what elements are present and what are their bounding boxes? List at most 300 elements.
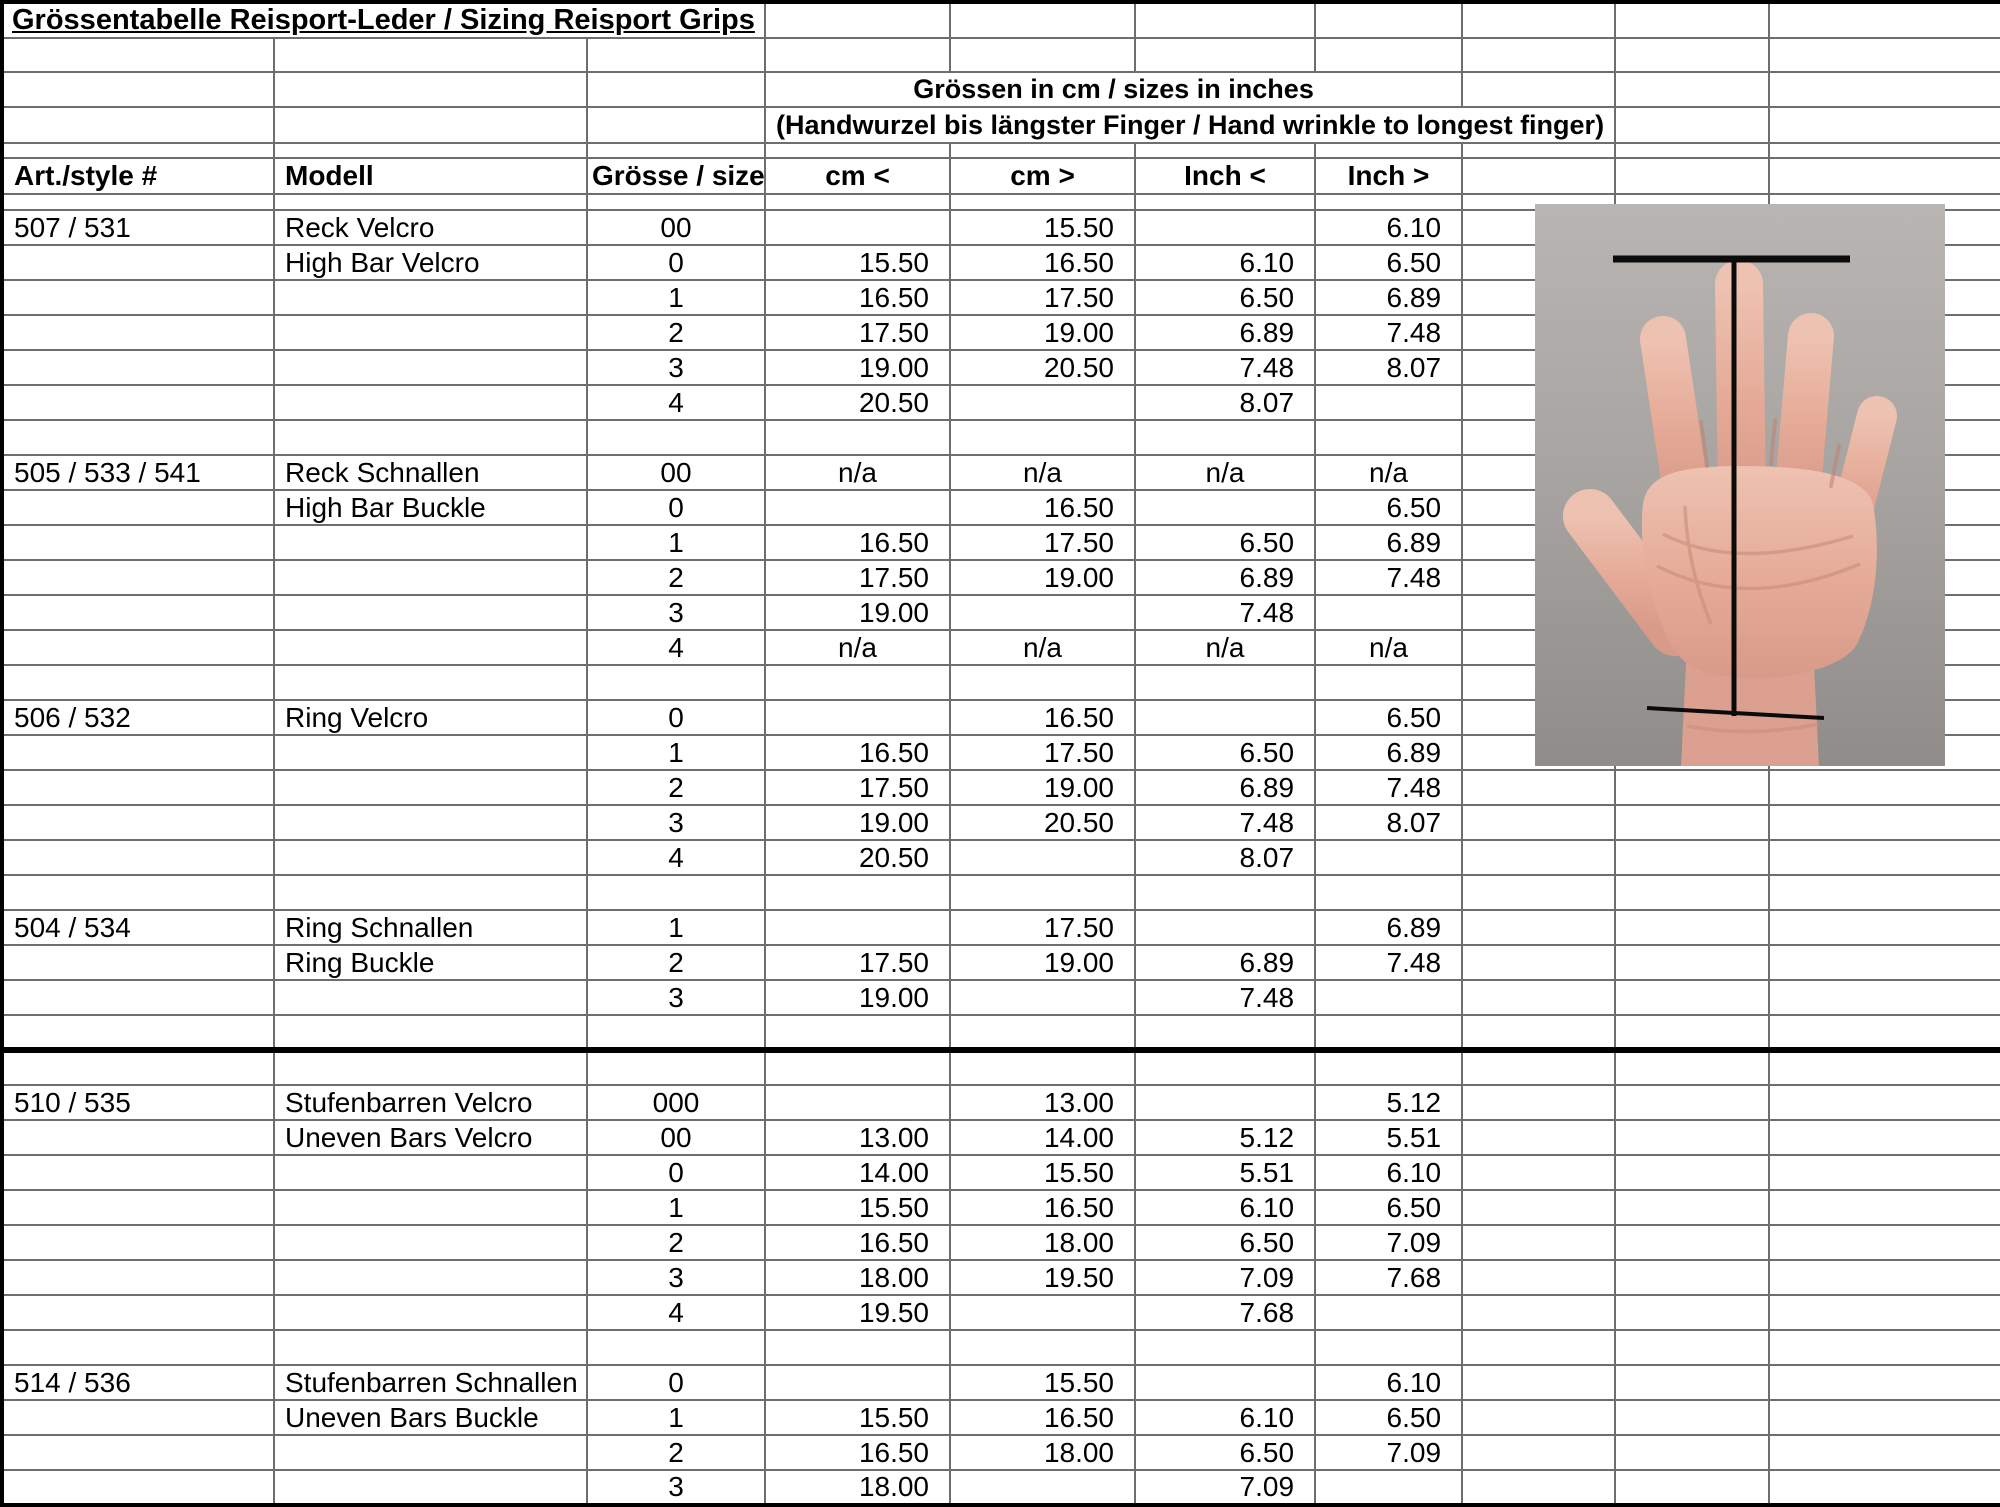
empty-cell <box>274 1225 587 1260</box>
col-header-size: Grösse / size <box>587 158 765 194</box>
empty-cell <box>1769 1015 2000 1050</box>
measure-value: 6.50 <box>1135 1225 1315 1260</box>
empty-cell <box>1315 840 1462 875</box>
empty-cell <box>1135 420 1315 455</box>
empty-cell <box>1315 143 1462 158</box>
empty-cell <box>1462 72 1615 107</box>
empty-cell <box>1315 875 1462 910</box>
measure-value: 7.48 <box>1315 945 1462 980</box>
hand-photo <box>1535 204 1945 766</box>
art-number: 506 / 532 <box>2 700 274 735</box>
empty-cell <box>1769 1225 2000 1260</box>
measure-value: 19.50 <box>950 1260 1135 1295</box>
empty-cell <box>274 194 587 210</box>
measure-value: 6.89 <box>1135 945 1315 980</box>
measure-value: 6.89 <box>1315 280 1462 315</box>
row-col-headers <box>2 158 2000 194</box>
empty-cell <box>1462 875 1615 910</box>
empty-cell <box>2 350 274 385</box>
empty-cell <box>1615 1400 1769 1435</box>
empty-cell <box>2 72 274 107</box>
size-value: 0 <box>587 700 765 735</box>
col-header-art: Art./style # <box>2 158 274 194</box>
empty-cell <box>1135 210 1315 245</box>
empty-cell <box>1315 595 1462 630</box>
empty-cell <box>1615 143 1769 158</box>
model-name: Uneven Bars Buckle <box>274 1400 587 1435</box>
empty-cell <box>950 1295 1135 1330</box>
empty-cell <box>274 1295 587 1330</box>
empty-cell <box>274 38 587 72</box>
measure-value: 6.50 <box>1315 490 1462 525</box>
measure-value: 19.00 <box>765 980 950 1015</box>
empty-cell <box>950 840 1135 875</box>
measure-value: 15.50 <box>765 245 950 280</box>
empty-cell <box>2 1330 274 1365</box>
empty-cell <box>274 72 587 107</box>
measure-value: 5.51 <box>1315 1120 1462 1155</box>
measure-value: 5.51 <box>1135 1155 1315 1190</box>
empty-cell <box>1462 1050 1615 1085</box>
measure-value: n/a <box>765 630 950 665</box>
empty-cell <box>950 665 1135 700</box>
empty-cell <box>1769 875 2000 910</box>
model-name: Ring Buckle <box>274 945 587 980</box>
empty-cell <box>587 665 765 700</box>
empty-cell <box>1769 1330 2000 1365</box>
empty-cell <box>1769 1400 2000 1435</box>
empty-cell <box>1615 980 1769 1015</box>
empty-cell <box>587 38 765 72</box>
row-product <box>2 980 2000 1015</box>
row-product <box>2 1190 2000 1225</box>
measure-value: 16.50 <box>765 735 950 770</box>
empty-cell <box>2 805 274 840</box>
measure-value: 7.09 <box>1315 1435 1462 1470</box>
size-value: 3 <box>587 980 765 1015</box>
subtitle-measure: (Handwurzel bis längster Finger / Hand wrinkle to longest finger) <box>765 107 1615 143</box>
empty-cell <box>274 1155 587 1190</box>
empty-cell <box>2 630 274 665</box>
empty-cell <box>1315 980 1462 1015</box>
measure-value: 19.00 <box>950 770 1135 805</box>
empty-cell <box>1135 1085 1315 1120</box>
col-header-inch-lt: Inch < <box>1135 158 1315 194</box>
size-value: 00 <box>587 210 765 245</box>
measure-value: 7.09 <box>1315 1225 1462 1260</box>
empty-cell <box>274 280 587 315</box>
empty-cell <box>2 1225 274 1260</box>
row-product <box>2 1365 2000 1400</box>
measure-value: 19.00 <box>950 560 1135 595</box>
empty-cell <box>1769 143 2000 158</box>
empty-cell <box>765 875 950 910</box>
measure-value: 6.89 <box>1135 315 1315 350</box>
measure-value: n/a <box>1135 630 1315 665</box>
empty-cell <box>2 1260 274 1295</box>
model-name: Reck Schnallen <box>274 455 587 490</box>
empty-cell <box>587 875 765 910</box>
sheet-title: Grössentabelle Reisport-Leder / Sizing Reisport Grips <box>2 2 765 38</box>
empty-cell <box>1462 1225 1615 1260</box>
col-header-model: Modell <box>274 158 587 194</box>
row-subtitle-measure <box>2 107 2000 143</box>
empty-cell <box>274 805 587 840</box>
row-blank <box>2 1050 2000 1085</box>
measure-value: 19.50 <box>765 1295 950 1330</box>
model-name: Stufenbarren Velcro <box>274 1085 587 1120</box>
measure-value: 19.00 <box>765 350 950 385</box>
model-name: Stufenbarren Schnallen <box>274 1365 587 1400</box>
empty-cell <box>1615 107 1769 143</box>
measure-value: 7.48 <box>1135 350 1315 385</box>
empty-cell <box>1769 840 2000 875</box>
empty-cell <box>1315 1015 1462 1050</box>
empty-cell <box>587 1050 765 1085</box>
empty-cell <box>274 840 587 875</box>
model-name: Uneven Bars Velcro <box>274 1120 587 1155</box>
size-value: 00 <box>587 455 765 490</box>
size-value: 4 <box>587 1295 765 1330</box>
empty-cell <box>1769 1435 2000 1470</box>
measure-value: 17.50 <box>950 280 1135 315</box>
measure-value: 8.07 <box>1135 385 1315 420</box>
empty-cell <box>1462 980 1615 1015</box>
empty-cell <box>1615 805 1769 840</box>
empty-cell <box>1135 490 1315 525</box>
empty-cell <box>1135 1050 1315 1085</box>
row-title <box>2 2 2000 38</box>
empty-cell <box>1615 840 1769 875</box>
row-product <box>2 1155 2000 1190</box>
size-value: 0 <box>587 490 765 525</box>
empty-cell <box>950 1015 1135 1050</box>
empty-cell <box>1315 194 1462 210</box>
size-value: 2 <box>587 770 765 805</box>
row-blank <box>2 1015 2000 1050</box>
measure-value: 16.50 <box>765 525 950 560</box>
empty-cell <box>765 2 950 38</box>
empty-cell <box>1615 72 1769 107</box>
art-number: 507 / 531 <box>2 210 274 245</box>
row-product <box>2 1400 2000 1435</box>
measure-value: 20.50 <box>765 840 950 875</box>
size-value: 1 <box>587 280 765 315</box>
empty-cell <box>1135 1015 1315 1050</box>
empty-cell <box>1462 1400 1615 1435</box>
subtitle-sizes: Grössen in cm / sizes in inches <box>765 72 1462 107</box>
size-value: 000 <box>587 1085 765 1120</box>
empty-cell <box>1769 2 2000 38</box>
measure-value: 7.09 <box>1135 1260 1315 1295</box>
measure-value: n/a <box>765 455 950 490</box>
size-value: 2 <box>587 1435 765 1470</box>
measure-value: 15.50 <box>765 1400 950 1435</box>
size-value: 4 <box>587 630 765 665</box>
row-product <box>2 945 2000 980</box>
empty-cell <box>2 1190 274 1225</box>
empty-cell <box>1462 945 1615 980</box>
size-value: 1 <box>587 1400 765 1435</box>
empty-cell <box>2 595 274 630</box>
empty-cell <box>1615 945 1769 980</box>
empty-cell <box>1135 910 1315 945</box>
empty-cell <box>1462 2 1615 38</box>
empty-cell <box>274 595 587 630</box>
empty-cell <box>2 1400 274 1435</box>
art-number: 510 / 535 <box>2 1085 274 1120</box>
empty-cell <box>274 420 587 455</box>
empty-cell <box>1615 875 1769 910</box>
measure-value: 17.50 <box>950 735 1135 770</box>
measure-value: 15.50 <box>950 1365 1135 1400</box>
measure-value: 16.50 <box>765 1225 950 1260</box>
empty-cell <box>1135 2 1315 38</box>
empty-cell <box>2 525 274 560</box>
size-value: 00 <box>587 1120 765 1155</box>
measure-value: 6.50 <box>1315 245 1462 280</box>
empty-cell <box>1615 1085 1769 1120</box>
measure-value: 20.50 <box>765 385 950 420</box>
empty-cell <box>765 700 950 735</box>
empty-cell <box>1315 665 1462 700</box>
empty-cell <box>1462 1295 1615 1330</box>
measure-value: 16.50 <box>765 280 950 315</box>
empty-cell <box>587 143 765 158</box>
empty-cell <box>1462 158 1615 194</box>
measure-value: 16.50 <box>950 245 1135 280</box>
measure-value: 17.50 <box>765 315 950 350</box>
empty-cell <box>274 1050 587 1085</box>
empty-cell <box>1615 158 1769 194</box>
empty-cell <box>1615 2 1769 38</box>
measure-value: 6.10 <box>1135 1190 1315 1225</box>
empty-cell <box>2 1155 274 1190</box>
empty-cell <box>587 107 765 143</box>
measure-value: 6.50 <box>1135 525 1315 560</box>
measure-value: 18.00 <box>765 1260 950 1295</box>
empty-cell <box>2 107 274 143</box>
measure-value: 14.00 <box>765 1155 950 1190</box>
empty-cell <box>1135 700 1315 735</box>
empty-cell <box>2 385 274 420</box>
empty-cell <box>2 420 274 455</box>
measure-value: 15.50 <box>765 1190 950 1225</box>
size-value: 0 <box>587 1155 765 1190</box>
measure-value: 5.12 <box>1315 1085 1462 1120</box>
empty-cell <box>1769 770 2000 805</box>
empty-cell <box>1462 805 1615 840</box>
model-name: Ring Schnallen <box>274 910 587 945</box>
empty-cell <box>2 770 274 805</box>
measure-value: 18.00 <box>765 1470 950 1505</box>
measure-value: n/a <box>1315 630 1462 665</box>
empty-cell <box>2 980 274 1015</box>
empty-cell <box>1769 1260 2000 1295</box>
empty-cell <box>950 595 1135 630</box>
empty-cell <box>950 980 1135 1015</box>
empty-cell <box>274 385 587 420</box>
size-value: 1 <box>587 1190 765 1225</box>
size-value: 1 <box>587 910 765 945</box>
art-number: 504 / 534 <box>2 910 274 945</box>
empty-cell <box>1769 1085 2000 1120</box>
measure-value: 15.50 <box>950 210 1135 245</box>
measure-value: 6.50 <box>1315 700 1462 735</box>
empty-cell <box>1135 143 1315 158</box>
empty-cell <box>1315 420 1462 455</box>
empty-cell <box>1769 945 2000 980</box>
size-value: 2 <box>587 1225 765 1260</box>
empty-cell <box>2 875 274 910</box>
empty-cell <box>1462 1155 1615 1190</box>
row-product <box>2 1225 2000 1260</box>
measure-value: 8.07 <box>1315 350 1462 385</box>
model-name: Ring Velcro <box>274 700 587 735</box>
empty-cell <box>274 525 587 560</box>
col-header-inch-gt: Inch > <box>1315 158 1462 194</box>
empty-cell <box>950 38 1135 72</box>
empty-cell <box>765 1330 950 1365</box>
measure-value: 7.48 <box>1135 980 1315 1015</box>
empty-cell <box>587 72 765 107</box>
empty-cell <box>1462 1330 1615 1365</box>
empty-cell <box>274 1190 587 1225</box>
empty-cell <box>1615 1330 1769 1365</box>
empty-cell <box>765 490 950 525</box>
empty-cell <box>1769 910 2000 945</box>
empty-cell <box>1769 107 2000 143</box>
measure-value: 6.50 <box>1135 1435 1315 1470</box>
empty-cell <box>274 665 587 700</box>
empty-cell <box>274 1435 587 1470</box>
empty-cell <box>1615 1225 1769 1260</box>
art-number: 514 / 536 <box>2 1365 274 1400</box>
measure-value: 6.89 <box>1135 560 1315 595</box>
empty-cell <box>274 315 587 350</box>
empty-cell <box>2 245 274 280</box>
empty-cell <box>1135 1330 1315 1365</box>
size-value: 3 <box>587 1470 765 1505</box>
empty-cell <box>950 143 1135 158</box>
measure-value: 6.89 <box>1315 525 1462 560</box>
measure-value: 16.50 <box>950 490 1135 525</box>
size-value: 2 <box>587 315 765 350</box>
measure-value: 6.50 <box>1135 280 1315 315</box>
empty-cell <box>1462 1435 1615 1470</box>
row-product <box>2 805 2000 840</box>
empty-cell <box>1135 875 1315 910</box>
empty-cell <box>950 1330 1135 1365</box>
measure-value: 8.07 <box>1135 840 1315 875</box>
size-value: 1 <box>587 525 765 560</box>
row-product <box>2 910 2000 945</box>
measure-value: 6.50 <box>1135 735 1315 770</box>
empty-cell <box>765 1085 950 1120</box>
measure-value: 7.48 <box>1315 315 1462 350</box>
size-value: 3 <box>587 1260 765 1295</box>
empty-cell <box>1615 1260 1769 1295</box>
empty-cell <box>1769 1120 2000 1155</box>
empty-cell <box>1615 1435 1769 1470</box>
empty-cell <box>1462 1120 1615 1155</box>
empty-cell <box>1462 1085 1615 1120</box>
empty-cell <box>2 1295 274 1330</box>
empty-cell <box>2 315 274 350</box>
measure-value: 6.10 <box>1315 1365 1462 1400</box>
row-product <box>2 1085 2000 1120</box>
measure-value: 18.00 <box>950 1435 1135 1470</box>
empty-cell <box>274 770 587 805</box>
empty-cell <box>2 735 274 770</box>
empty-cell <box>2 194 274 210</box>
empty-cell <box>1315 38 1462 72</box>
measure-value: 7.48 <box>1135 805 1315 840</box>
empty-cell <box>765 910 950 945</box>
model-name: High Bar Velcro <box>274 245 587 280</box>
empty-cell <box>765 210 950 245</box>
empty-cell <box>1615 1015 1769 1050</box>
measure-value: 16.50 <box>950 1400 1135 1435</box>
empty-cell <box>587 1330 765 1365</box>
art-number: 505 / 533 / 541 <box>2 455 274 490</box>
empty-cell <box>274 1015 587 1050</box>
empty-cell <box>1315 1330 1462 1365</box>
empty-cell <box>587 1015 765 1050</box>
empty-cell <box>2 280 274 315</box>
empty-cell <box>1615 1155 1769 1190</box>
measure-value: 19.00 <box>950 945 1135 980</box>
empty-cell <box>765 665 950 700</box>
row-blank <box>2 875 2000 910</box>
size-value: 3 <box>587 350 765 385</box>
empty-cell <box>1315 1295 1462 1330</box>
empty-cell <box>950 875 1135 910</box>
empty-cell <box>1615 910 1769 945</box>
empty-cell <box>1135 665 1315 700</box>
empty-cell <box>274 350 587 385</box>
measure-value: 7.68 <box>1315 1260 1462 1295</box>
empty-cell <box>1769 1155 2000 1190</box>
size-value: 0 <box>587 245 765 280</box>
measure-value: 17.50 <box>765 945 950 980</box>
col-header-cm-lt: cm < <box>765 158 950 194</box>
measure-value: 19.00 <box>765 595 950 630</box>
empty-cell <box>2 665 274 700</box>
empty-cell <box>274 630 587 665</box>
empty-cell <box>274 875 587 910</box>
empty-cell <box>2 560 274 595</box>
empty-cell <box>274 1260 587 1295</box>
measure-value: n/a <box>1135 455 1315 490</box>
empty-cell <box>274 143 587 158</box>
row-blank <box>2 1330 2000 1365</box>
empty-cell <box>950 385 1135 420</box>
empty-cell <box>1462 910 1615 945</box>
empty-cell <box>765 143 950 158</box>
measure-value: 5.12 <box>1135 1120 1315 1155</box>
empty-cell <box>2 1435 274 1470</box>
empty-cell <box>1769 158 2000 194</box>
measure-value: 14.00 <box>950 1120 1135 1155</box>
measure-value: 6.10 <box>1135 1400 1315 1435</box>
hand-illustration <box>1535 204 1945 766</box>
empty-cell <box>950 2 1135 38</box>
empty-cell <box>274 1330 587 1365</box>
empty-cell <box>1769 72 2000 107</box>
empty-cell <box>765 1365 950 1400</box>
empty-cell <box>274 980 587 1015</box>
